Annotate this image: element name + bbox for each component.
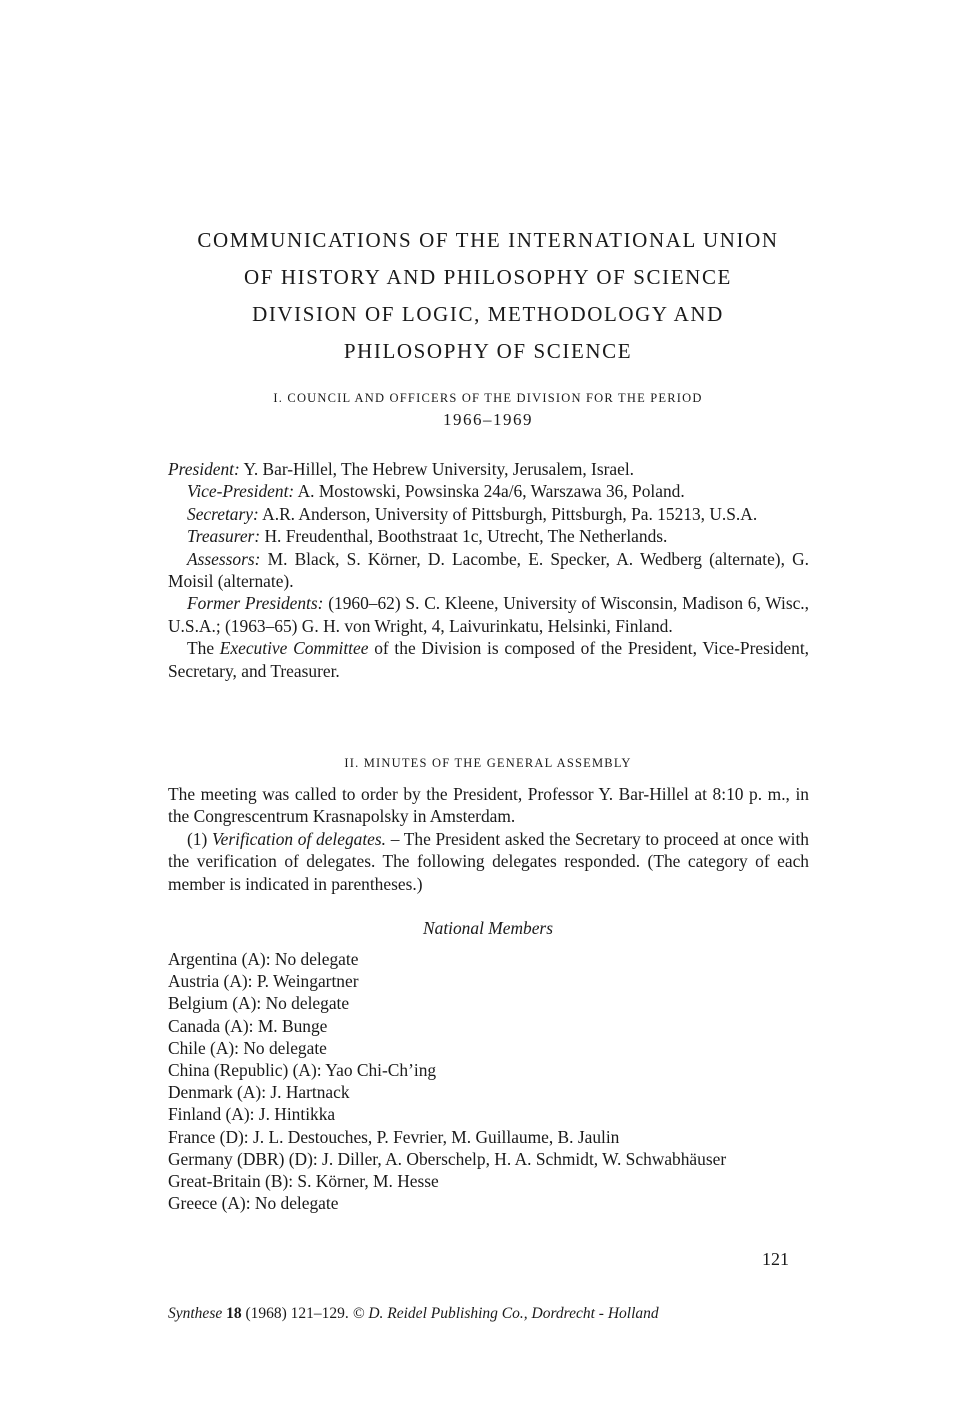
officer-text: A. Mostowski, Powsinska 24a/6, Warszawa 36, Poland. — [294, 481, 685, 502]
text-run-italic: Executive Committee — [219, 638, 369, 659]
members-list — [168, 948, 818, 1214]
title-line: PHILOSOPHY OF SCIENCE — [343, 339, 633, 363]
officer-role: Treasurer: — [187, 526, 261, 547]
article-title — [150, 222, 826, 370]
text-run-italic: Verification of delegates. — [211, 828, 387, 849]
citation-footer — [168, 1305, 808, 1323]
officer-treasurer — [168, 525, 809, 547]
officer-president — [168, 458, 809, 480]
officer-role: Vice-President: — [187, 481, 295, 502]
minutes-text — [168, 783, 809, 895]
list-item: Chile (A): No delegate — [168, 1037, 327, 1058]
list-item: Argentina (A): No delegate — [168, 949, 359, 969]
officer-assessors — [168, 548, 809, 593]
text-run: (1) — [187, 828, 212, 849]
title-line: DIVISION OF LOGIC, METHODOLOGY AND — [252, 302, 724, 326]
page-number: 121 — [762, 1249, 789, 1269]
footer-journal: Synthese — [168, 1305, 223, 1322]
officer-text: (1960–62) S. C. Kleene, University of Wisconsin, Madison 6, Wisc., U.S.A.; (1963–65) G. H. von Wright, 4, Laivurinkatu, Helsinki, Finland. — [168, 593, 809, 636]
section-2-heading: II. MINUTES OF THE GENERAL ASSEMBLY — [344, 756, 632, 770]
list-item: Denmark (A): J. Hartnack — [168, 1082, 350, 1103]
officer-secretary — [168, 503, 809, 525]
officer-text: H. Freudenthal, Boothstraat 1c, Utrecht, The Netherlands. — [260, 526, 668, 547]
section-1-years: 1966–1969 — [443, 410, 533, 429]
officer-role: Former Presidents: — [187, 593, 324, 614]
list-item: Greece (A): No delegate — [168, 1193, 339, 1214]
list-item: China (Republic) (A): Yao Chi-Ch’ing — [168, 1060, 437, 1081]
list-item: Germany (DBR) (D): J. Diller, A. Oberschelp, H. A. Schmidt, W. Schwabhäuser — [168, 1148, 727, 1169]
title-line: OF HISTORY AND PHILOSOPHY OF SCIENCE — [244, 265, 732, 289]
officer-role: Secretary: — [187, 503, 259, 524]
text-run: of the Division is composed of the President, Vice-President, Secretary, and Treasurer. — [168, 638, 809, 681]
footer-copyright: © D. Reidel Publishing Co., Dordrecht - Holland — [348, 1305, 659, 1322]
list-item: Finland (A): J. Hintikka — [168, 1104, 336, 1125]
officer-role: President: — [168, 459, 240, 479]
executive-committee-paragraph — [168, 637, 809, 682]
officer-text: A.R. Anderson, University of Pittsburgh, Pittsburgh, Pa. 15213, U.S.A. — [258, 503, 758, 524]
officer-former-presidents — [168, 592, 809, 637]
list-item: Belgium (A): No delegate — [168, 993, 350, 1014]
minutes-paragraph-1: The meeting was called to order by the President, Professor Y. Bar-Hillel at 8:10 p. m., in the Congrescentrum Krasnapolsky in Amsterdam. — [168, 784, 809, 827]
list-item: Canada (A): M. Bunge — [168, 1015, 328, 1036]
officer-vice-president — [168, 480, 809, 502]
list-item: Great-Britain (B): S. Körner, M. Hesse — [168, 1171, 439, 1192]
officer-text: M. Black, S. Körner, D. Lacombe, E. Specker, A. Wedberg (alternate), G. Moisil (alternate). — [168, 548, 809, 592]
national-members-heading: National Members — [423, 918, 553, 938]
list-item: France (D): J. L. Destouches, P. Fevrier, M. Guillaume, B. Jaulin — [168, 1126, 620, 1147]
section-1-heading: I. COUNCIL AND OFFICERS OF THE DIVISION FOR THE PERIOD — [273, 391, 703, 405]
list-item: Austria (A): P. Weingartner — [168, 971, 359, 992]
officers-list — [168, 458, 809, 682]
footer-volume: 18 — [222, 1305, 242, 1322]
title-line: COMMUNICATIONS OF THE INTERNATIONAL UNION — [197, 228, 779, 252]
text-run: The — [187, 638, 220, 659]
officer-role: Assessors: — [187, 548, 261, 569]
minutes-paragraph-2 — [168, 828, 809, 895]
officer-text: Y. Bar-Hillel, The Hebrew University, Jerusalem, Israel. — [239, 459, 635, 479]
text-run: – The President asked the Secretary to proceed at once with the verification of delegates. The following delegates responded. (The category of each member is indicated in parentheses.) — [168, 828, 809, 894]
footer-year-pages: (1968) 121–129. — [241, 1305, 349, 1322]
